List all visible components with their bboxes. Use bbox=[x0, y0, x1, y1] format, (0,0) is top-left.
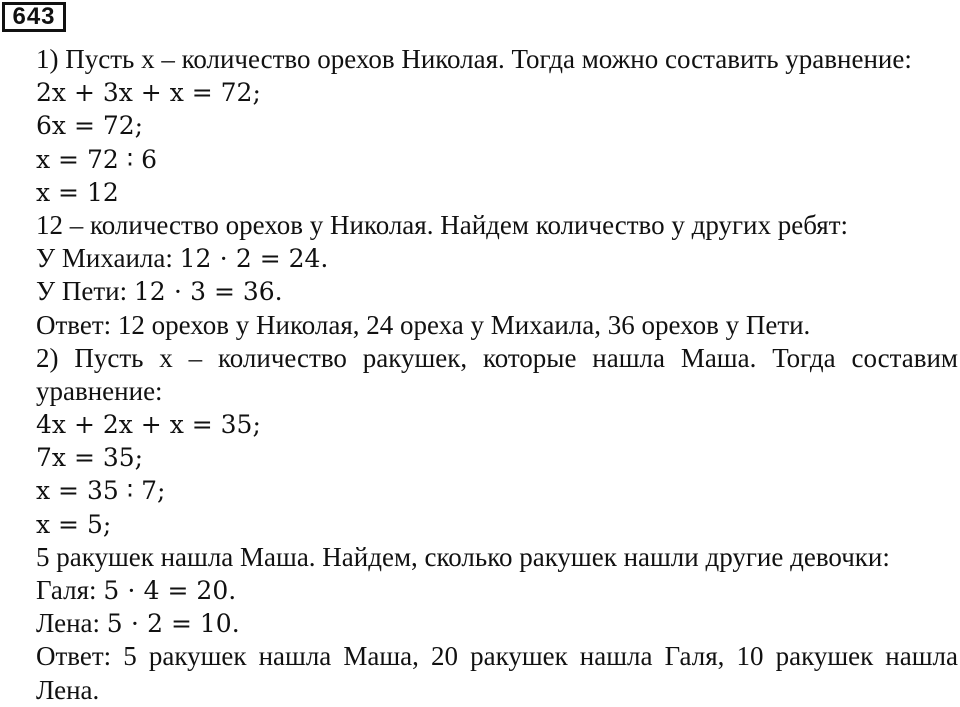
galya-calc: 5 ⋅ 4 = 20. bbox=[103, 576, 237, 605]
part1-equation-3: x = 72 ∶ 6 bbox=[36, 144, 158, 174]
part2-equation-1: 4x + 2x + x = 35; bbox=[36, 410, 261, 440]
petya-label: У Пети: bbox=[36, 276, 134, 307]
mikhail-label: У Михаила: bbox=[36, 243, 180, 274]
part1-answer: Ответ: 12 орехов у Николая, 24 ореха у Михаила, 36 орехов у Пети. bbox=[36, 309, 811, 340]
part1-equation-1: 2x + 3x + x = 72; bbox=[36, 78, 261, 108]
solution-text bbox=[36, 43, 958, 707]
part2-equation-2: 7x = 35; bbox=[36, 443, 144, 473]
part2-result: 5 ракушек нашла Маша. Найдем, сколько ракушек нашли другие девочки: bbox=[36, 541, 890, 572]
petya-calc: 12 ⋅ 3 = 36. bbox=[133, 277, 283, 307]
part2-galya bbox=[36, 574, 958, 607]
part1-result: 12 – количество орехов у Николая. Найдем количество у других ребят: bbox=[36, 209, 849, 240]
part1-intro: 1) Пусть x – количество орехов Николая. Тогда можно составить уравнение: bbox=[36, 44, 912, 74]
lena-label: Лена: bbox=[36, 608, 107, 639]
part1-equation-4: x = 12 bbox=[36, 177, 119, 207]
part2-answer-line-2: Лена. bbox=[36, 674, 100, 705]
part2-equation-4: x = 5; bbox=[36, 509, 112, 539]
lena-calc: 5 ⋅ 2 = 10. bbox=[106, 609, 240, 639]
part2-lena bbox=[36, 607, 958, 640]
problem-number-box: 643 bbox=[2, 2, 66, 32]
galya-label: Галя: bbox=[36, 575, 104, 605]
mikhail-calc: 12 ⋅ 2 = 24. bbox=[179, 244, 329, 274]
part2-intro-line-2: уравнение: bbox=[36, 375, 163, 406]
part2-intro-line-1: 2) Пусть x – количество ракушек, которые нашла Маша. Тогда составим bbox=[36, 342, 958, 373]
part2-answer-line-1: Ответ: 5 ракушек нашла Маша, 20 ракушек нашла Галя, 10 ракушек нашла bbox=[36, 641, 958, 672]
part1-mikhail bbox=[36, 242, 958, 275]
part2-equation-3: x = 35 ∶ 7; bbox=[36, 476, 166, 506]
part1-petya bbox=[36, 275, 958, 308]
part1-equation-2: 6x = 72; bbox=[36, 111, 144, 141]
